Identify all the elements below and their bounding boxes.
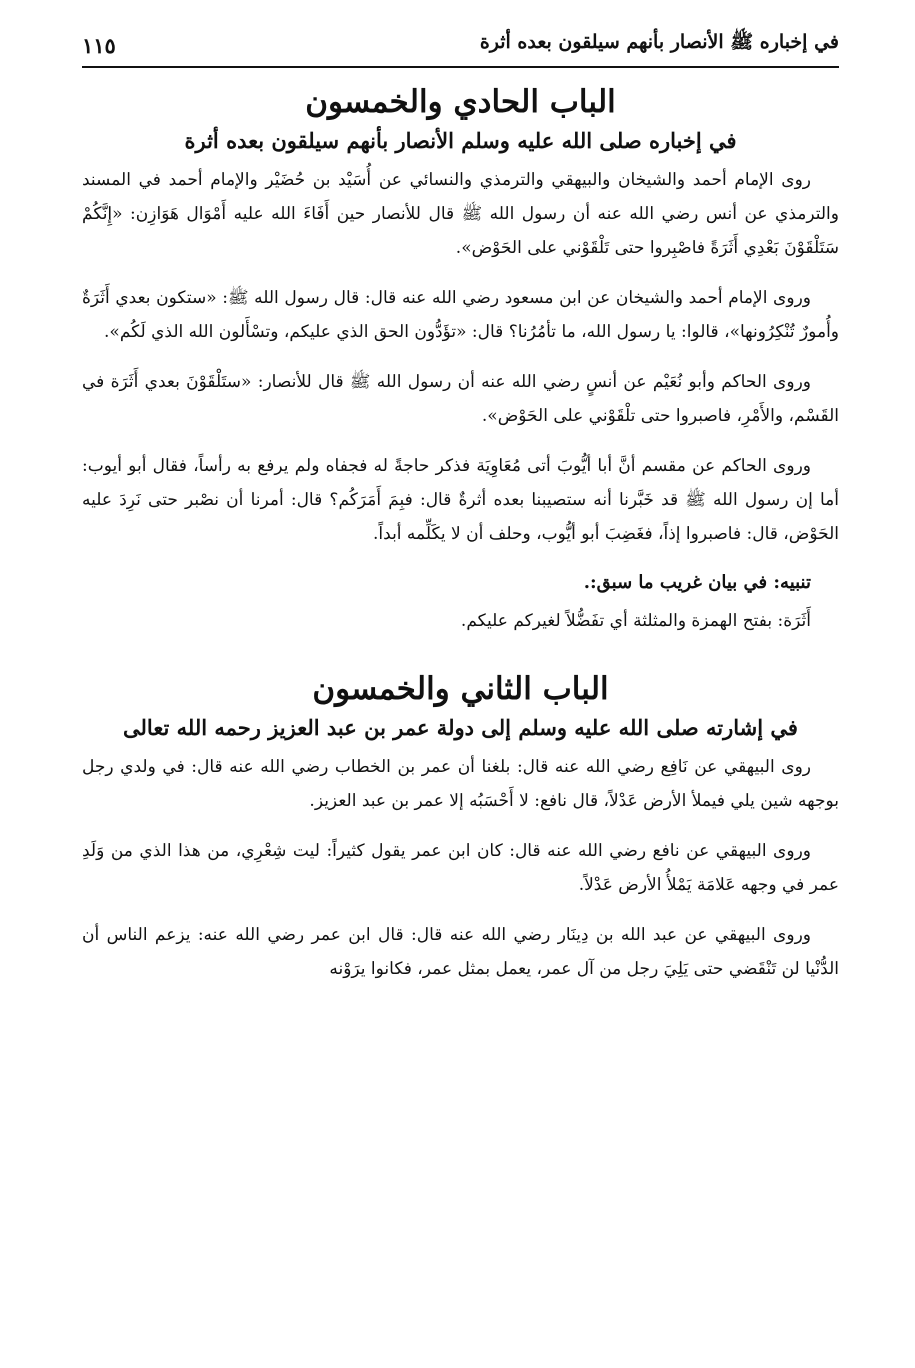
chapter-52: [82, 671, 839, 986]
paragraph: وروى الحاكم وأبو نُعَيْم عن أنسٍ رضي الله عنه أن رسول الله ﷺ قال للأنصار: «ستَلْقَوْنَ بعدي أَثَرَة في القَسْم، والأَمْرِ، فاصبروا حتى تلْقَوْني على الحَوْض».: [82, 372, 839, 426]
paragraph: وروى الحاكم عن مقسم أنَّ أبا أيُّوبَ أتى مُعَاوِيَة فذكر حاجةً له فجفاه ولم يرفع به رأساً، فقال أبو أيوب: أما إن رسول الله ﷺ قد خَبَّرنا أنه ستصيبنا بعده أثرةٌ قال: فبِمَ أَمَرَكُم؟ قال: أمرنا أن نصْبر حتى نَرِدَ عليه الحَوْض، قال: فاصبروا إذاً، فغَضِبَ أبو أيُّوب، وحلف أن لا يكَلِّمه أبداً.: [82, 456, 839, 544]
paragraph: وروى البيهقي عن نافع رضي الله عنه قال: كان ابن عمر يقول كثيراً: ليت شِعْرِي، من هذا الذي من وَلَدِ عمر في وجهه عَلامَة يَمْلأُ الأرض عَدْلاً.: [82, 841, 839, 895]
chapter-title: الباب الحادي والخمسون: [305, 84, 616, 120]
paragraph: وروى البيهقي عن عبد الله بن دِينَار رضي الله عنه قال: قال ابن عمر رضي الله عنه: يزعم الناس أن الدُّنْيا لن تَنْقَضي حتى يَلِيَ رجل من آل عمر، يعمل بمثل عمر، فكانوا يرَوْنه: [82, 925, 839, 979]
note-title: تنبيه: في بيان غريب ما سبق:.: [583, 572, 811, 593]
chapter-title: الباب الثاني والخمسون: [312, 671, 609, 707]
paragraph: روى البيهقي عن نَافِع رضي الله عنه قال: بلغنا أن عمر بن الخطاب رضي الله عنه قال: في ولدي رجل بوجهه شين يلي فيملأ الأرض عَدْلاً، قال نافع: لا أَحْسَبُه إلا عمر بن عبد العزيز.: [82, 757, 839, 811]
running-header: [82, 30, 839, 68]
paragraph: وروى الإمام أحمد والشيخان عن ابن مسعود رضي الله عنه قال: قال رسول الله ﷺ: «ستكون بعدي أَثَرَةٌ وأُمورٌ تُنْكِرُونها»، قالوا: يا رسول الله، ما تأمُرُنا؟ قال: «تؤَدُّون الحق الذي عليكم، وتسْأَلون الله الذي لَكُم».: [82, 288, 839, 342]
chapter-subtitle: في إشارته صلى الله عليه وسلم إلى دولة عمر بن عبد العزيز رحمه الله تعالى: [123, 715, 798, 740]
page-number: ١١٥: [82, 33, 116, 58]
note-text: أَثَرَة: بفتح الهمزة والمثلثة أي تفَضُّلاً لغيركم عليكم.: [460, 611, 811, 631]
chapter-subtitle: في إخباره صلى الله عليه وسلم الأنصار بأنهم سيلقون بعده أثرة: [184, 128, 737, 153]
paragraph: روى الإمام أحمد والشيخان والبيهقي والترمذي والنسائي عن أُسَيْد بن حُضَيْر والإمام أحمد في المسند والترمذي عن أنس رضي الله عنه أن رسول الله ﷺ قال للأنصار حين أَفَاءَ الله عليه أَمْوَال هَوَازِن: «إِنَّكُمْ سَتَلْقَوْنَ بَعْدِي أَثَرَةً فاصْبِروا حتى تَلْقَوْني على الحَوْض».: [82, 170, 839, 258]
running-title: في إخباره ﷺ الأنصار بأنهم سيلقون بعده أثرة: [479, 31, 839, 53]
chapter-51: [82, 84, 839, 637]
